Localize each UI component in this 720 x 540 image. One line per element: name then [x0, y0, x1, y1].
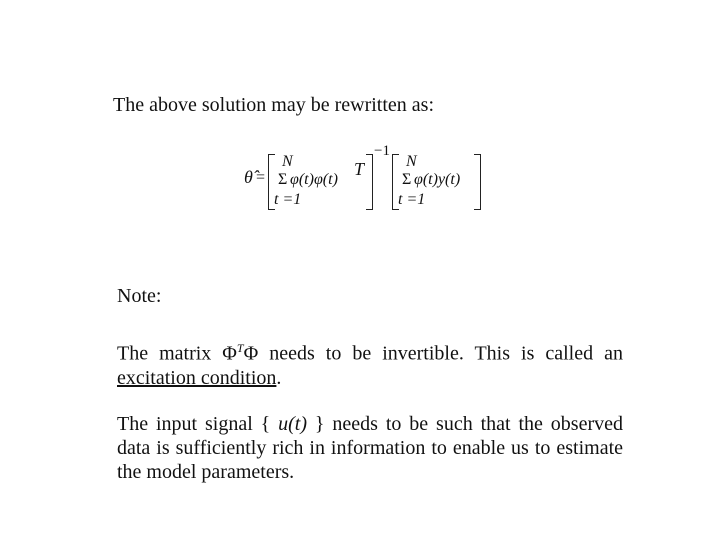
phi-symbol: Φ — [222, 342, 237, 365]
sum2-term: φ(t)y(t) — [414, 171, 461, 188]
para2-text-b: } needs to be such that the observed data is sufficiently rich in information to enable us to estimate the model parameters. — [117, 413, 623, 483]
transpose-superscript: T — [354, 159, 365, 179]
sum2-lower: t =1 — [398, 191, 426, 208]
input-signal-paragraph — [117, 412, 623, 484]
estimator-equation — [240, 140, 500, 212]
sum2-upper: N — [406, 153, 417, 170]
excitation-paragraph — [117, 336, 623, 390]
equals-sign: = — [256, 169, 266, 186]
right-bracket-2 — [474, 154, 481, 210]
para2-text-a: The input signal { — [117, 413, 279, 435]
input-signal-symbol: u(t) — [278, 413, 308, 435]
intro-text: The above solution may be rewritten as: — [113, 94, 435, 116]
sum2-sigma: Σ — [402, 171, 412, 188]
excitation-condition-term: excitation condition — [117, 366, 277, 389]
inverse-superscript: −1 — [374, 143, 390, 159]
sum1-sigma: Σ — [278, 171, 288, 188]
phi-symbol-2: Φ — [243, 342, 259, 365]
para1-text-b: needs to be invertible. This is called an — [258, 342, 623, 365]
para1-period: . — [276, 366, 282, 389]
note-title: Note: — [117, 285, 162, 307]
right-bracket-1 — [366, 154, 373, 210]
phi-superscript: T — [236, 341, 244, 355]
theta-hat: θ̂ — [244, 167, 253, 187]
sum1-term: φ(t)φ(t) — [290, 171, 338, 188]
para1-text-a: The matrix — [117, 342, 223, 365]
sum1-lower: t =1 — [274, 191, 302, 208]
sum1-upper: N — [282, 153, 293, 170]
